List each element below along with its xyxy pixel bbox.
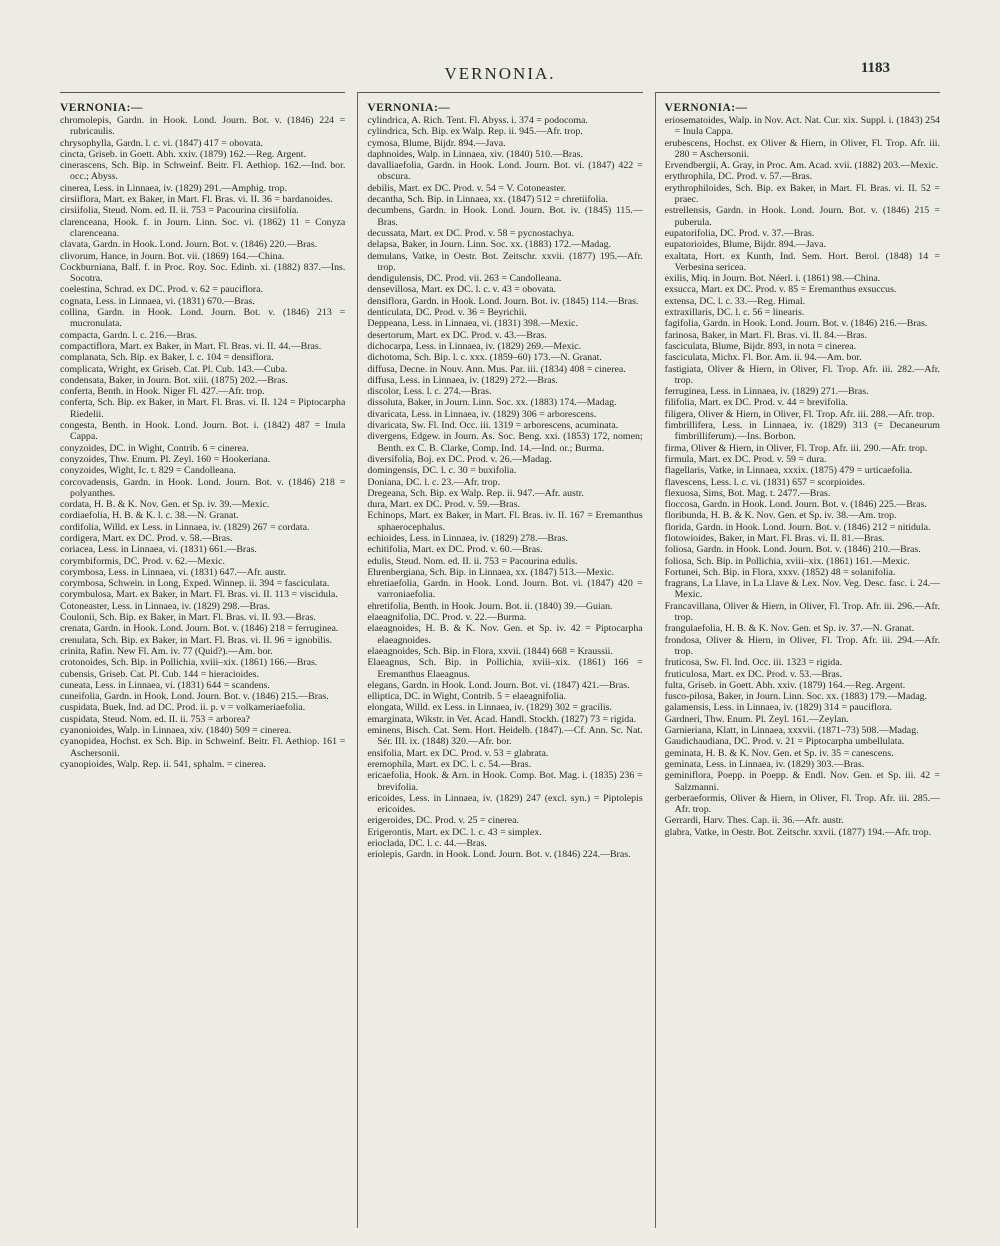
index-entry: dendigulensis, DC. Prod. vii. 263 = Candolleana. <box>367 273 562 285</box>
index-entry: cordata, H. B. & K. Nov. Gen. et Sp. iv. 39.—Mexic. <box>60 499 270 511</box>
index-entry: decussata, Mart. ex DC. Prod. v. 58 = pycnostachya. <box>367 227 575 239</box>
index-entry: ehretiaefolia, Gardn. in Hook. Lond. Journ. Bot. vi. (1847) 420 = varroniaefolia. <box>367 578 643 601</box>
index-entry: elaeagnifolia, DC. Prod. v. 22.—Burma. <box>367 612 527 624</box>
index-entry: cognata, Less. in Linnaea, vi. (1831) 670.—Bras. <box>60 295 255 307</box>
index-entry: flagellaris, Vatke, in Linnaea, xxxix. (1875) 479 = urticaefolia. <box>664 465 913 477</box>
index-entry: flotowioides, Baker, in Mart. Fl. Bras. vi. II. 81.—Bras. <box>664 532 885 544</box>
index-entry: Gardneri, Thw. Enum. Pl. Zeyl. 161.—Zeylan. <box>664 713 849 725</box>
index-entry: divaricata, Sw. Fl. Ind. Occ. iii. 1319 = arborescens, acuminata. <box>367 420 619 432</box>
index-entry: cuspidata, Steud. Nom. ed. II. ii. 753 = arborea? <box>60 713 250 725</box>
index-entry: fastigiata, Oliver & Hiern, in Oliver, Fl. Trop. Afr. iii. 282.—Afr. trop. <box>664 363 940 386</box>
index-entry: eriosematoides, Walp. in Nov. Act. Nat. Cur. xix. Suppl. i. (1843) 254 = Inula Cappa. <box>664 115 940 138</box>
index-entry: corcovadensis, Gardn. in Hook. Lond. Journ. Bot. v. (1846) 218 = polyanthes. <box>60 476 346 499</box>
index-entry: fusco-pilosa, Baker, in Journ. Linn. Soc. xx. (1883) 179.—Madag. <box>664 691 928 703</box>
index-entry: elaeagnoides, Sch. Bip. in Flora, xxvii. (1844) 668 = Kraussii. <box>367 645 613 657</box>
index-entry: conyzoides, Thw. Enum. Pl. Zeyl. 160 = Hookeriana. <box>60 453 271 465</box>
index-entry: cordifolia, Willd. ex Less. in Linnaea, iv. (1829) 267 = cordata. <box>60 521 310 533</box>
index-entry: flexuosa, Sims, Bot. Mag. t. 2477.—Bras. <box>664 487 831 499</box>
index-entry: eriolepis, Gardn. in Hook. Lond. Journ. Bot. v. (1846) 224.—Bras. <box>367 849 631 861</box>
index-entry: Erigerontis, Mart. ex DC. l. c. 43 = simplex. <box>367 826 542 838</box>
index-entry: cirsiiflora, Mart. ex Baker, in Mart. Fl. Bras. vi. II. 36 = bardanoides. <box>60 194 333 206</box>
index-entry: ensifolia, Mart. ex DC. Prod. v. 53 = glabrata. <box>367 747 549 759</box>
index-entry: eremophila, Mart. ex DC. l. c. 54.—Bras. <box>367 758 532 770</box>
index-entry: davalliaefolia, Gardn. in Hook. Lond. Journ. Bot. vi. (1847) 422 = obscura. <box>367 160 643 183</box>
index-entry: cordiaefolia, H. B. & K. l. c. 38.—N. Granat. <box>60 510 239 522</box>
index-entry: extraxillaris, DC. l. c. 56 = linearis. <box>664 307 805 319</box>
index-entry: desertorum, Mart. ex DC. Prod. v. 43.—Bras. <box>367 329 547 341</box>
index-entry: compacta, Gardn. l. c. 216.—Bras. <box>60 329 198 341</box>
index-entry: floribunda, H. B. & K. Nov. Gen. et Sp. iv. 38.—Am. trop. <box>664 510 897 522</box>
index-entry: dissoluta, Baker, in Journ. Linn. Soc. xx. (1883) 174.—Madag. <box>367 397 617 409</box>
index-entry: exsucca, Mart. ex DC. Prod. v. 85 = Eremanthus exsuccus. <box>664 284 897 296</box>
index-entry: eupatorioides, Blume, Bijdr. 894.—Java. <box>664 239 826 251</box>
index-entry: filigera, Oliver & Hiern, in Oliver, Fl. Trop. Afr. iii. 288.—Afr. trop. <box>664 408 935 420</box>
index-entry: demulans, Vatke, in Oestr. Bot. Zeitschr. xxvii. (1877) 195.—Afr. trop. <box>367 250 643 273</box>
index-entry: erythrophiloides, Sch. Bip. ex Baker, in Mart. Fl. Bras. vi. II. 52 = praec. <box>664 182 940 206</box>
index-entry: fimbrillifera, Less. in Linnaea, iv. (1829) 313 (= Decaneurum fimbrilliferum).—Ins. Borbon. <box>664 420 940 443</box>
index-entry: dichotoma, Sch. Bip. l. c. xxx. (1859–60) 173.—N. Granat. <box>367 352 602 364</box>
index-entry: clavata, Gardn. in Hook. Lond. Journ. Bot. v. (1846) 220.—Bras. <box>60 239 318 251</box>
index-entry: ehretifolia, Benth. in Hook. Journ. Bot. ii. (1840) 39.—Guian. <box>367 600 613 612</box>
index-entry: diversifolia, Boj. ex DC. Prod. v. 26.—Madag. <box>367 453 552 465</box>
index-entry: elaeagnoides, H. B. & K. Nov. Gen. et Sp. iv. 42 = Piptocarpha elaeagnoides. <box>367 623 643 646</box>
index-entry: estrellensis, Gardn. in Hook. Lond. Journ. Bot. v. (1846) 215 = puberula. <box>664 205 940 228</box>
index-entry: edulis, Steud. Nom. ed. II. ii. 753 = Pacourina edulis. <box>367 555 578 567</box>
index-entry: frondosa, Oliver & Hiern, in Oliver, Fl. Trop. Afr. iii. 294.—Afr. trop. <box>664 634 940 657</box>
index-entry: collina, Gardn. in Hook. Lond. Journ. Bot. v. (1846) 213 = mucronulata. <box>60 307 346 330</box>
index-entry: gerberaeformis, Oliver & Hiern, in Oliver, Fl. Trop. Afr. iii. 285.—Afr. trop. <box>664 792 940 816</box>
index-entry: crotonoides, Sch. Bip. in Pollichia, xviii–xix. (1861) 166.—Bras. <box>60 657 318 669</box>
index-entry: Garnieriana, Klatt, in Linnaea, xxxvii. (1871–73) 508.—Madag. <box>664 725 919 737</box>
index-entry: cinerascens, Sch. Bip. in Schweinf. Beitr. Fl. Aethiop. 162.—Ind. bor. occ.; Abyss. <box>60 160 346 183</box>
index-entry: Deppeana, Less. in Linnaea, vi. (1831) 398.—Mexic. <box>367 318 578 330</box>
index-entry: ferruginea, Less. in Linnaea, iv. (1829) 271.—Bras. <box>664 386 869 398</box>
index-entry: clivorum, Hance, in Journ. Bot. vii. (1869) 164.—China. <box>60 250 285 262</box>
column-3 <box>655 92 940 1228</box>
index-entry: debilis, Mart. ex DC. Prod. v. 54 = V. Cotoneaster. <box>367 182 567 194</box>
index-entry: cymosa, Blume, Bijdr. 894.—Java. <box>367 137 506 149</box>
index-entry: discolor, Less. l. c. 274.—Bras. <box>367 386 492 398</box>
index-entry: cubensis, Griseb. Cat. Pl. Cub. 144 = hieracioides. <box>60 668 259 680</box>
index-entry: Dregeana, Sch. Bip. ex Walp. Rep. ii. 947.—Afr. austr. <box>367 487 584 499</box>
index-entry: diffusa, Less. in Linnaea, iv. (1829) 272.—Bras. <box>367 374 558 386</box>
index-entry: compactiflora, Mart. ex Baker, in Mart. Fl. Bras. vi. II. 44.—Bras. <box>60 340 322 352</box>
index-entry: Doniana, DC. l. c. 23.—Afr. trop. <box>367 476 501 488</box>
index-entry: cinerea, Less. in Linnaea, iv. (1829) 291.—Amphig. trop. <box>60 182 287 194</box>
index-entry: florida, Gardn. in Hook. Lond. Journ. Bot. v. (1846) 212 = nitidula. <box>664 521 931 533</box>
index-entry: cuneifolia, Gardn. in Hook. Lond. Journ. Bot. v. (1846) 215.—Bras. <box>60 691 329 703</box>
index-entry: cyanonioides, Walp. in Linnaea, xiv. (1840) 509 = cinerea. <box>60 725 292 737</box>
column-1 <box>60 92 345 1228</box>
index-entry: cylindrica, Sch. Bip. ex Walp. Rep. ii. 945.—Afr. trop. <box>367 126 583 138</box>
index-entry: divaricata, Less. in Linnaea, iv. (1829) 306 = arborescens. <box>367 408 597 420</box>
index-entry: delapsa, Baker, in Journ. Linn. Soc. xx. (1883) 172.—Madag. <box>367 239 612 251</box>
index-entry: fragrans, La Llave, in La Llave & Lex. Nov. Veg. Desc. fasc. i. 24.—Mexic. <box>664 578 940 601</box>
index-entry: Ehrenbergiana, Sch. Bip. in Linnaea, xx. (1847) 513.—Mexic. <box>367 566 614 578</box>
index-entry: erigeroides, DC. Prod. v. 25 = cinerea. <box>367 815 519 827</box>
index-entry: elliptica, DC. in Wight, Contrib. 5 = elaeagnifolia. <box>367 691 566 703</box>
index-entry: fagifolia, Gardn. in Hook. Lond. Journ. Bot. v. (1846) 216.—Bras. <box>664 318 928 330</box>
index-entry: ericaefolia, Hook. & Arn. in Hook. Comp. Bot. Mag. i. (1835) 236 = brevifolia. <box>367 770 643 793</box>
index-entry: decumbens, Gardn. in Hook. Lond. Journ. Bot. iv. (1845) 115.—Bras. <box>367 205 643 228</box>
index-entry: Cockburniana, Balf. f. in Proc. Roy. Soc. Edinb. xi. (1882) 837.—Ins. Socotra. <box>60 261 346 285</box>
index-entry: fruticosa, Sw. Fl. Ind. Occ. iii. 1323 = rigida. <box>664 657 843 669</box>
index-entry: erubescens, Hochst. ex Oliver & Hiern, in Oliver, Fl. Trop. Afr. iii. 280 = Aschersonii. <box>664 137 940 160</box>
index-entry: elongata, Willd. ex Less. in Linnaea, iv. (1829) 302 = gracilis. <box>367 702 612 714</box>
index-entry: fruticulosa, Mart. ex DC. Prod. v. 53.—Bras. <box>664 668 843 680</box>
index-entry: densevillosa, Mart. ex DC. l. c. v. 43 = obovata. <box>367 284 557 296</box>
index-entry: conyzoides, DC. in Wight, Contrib. 6 = cinerea. <box>60 442 249 454</box>
index-entry: galamensis, Less. in Linnaea, iv. (1829) 314 = pauciflora. <box>664 702 892 714</box>
index-entry: filifolia, Mart. ex DC. Prod. v. 44 = brevifolia. <box>664 397 848 409</box>
index-entry: erythrophila, DC. Prod. v. 57.—Bras. <box>664 171 813 183</box>
index-entry: Coulonii, Sch. Bip. ex Baker, in Mart. Fl. Bras. vi. II. 93.—Bras. <box>60 612 316 624</box>
index-entry: Francavillana, Oliver & Hiern, in Oliver, Fl. Trop. Afr. iii. 296.—Afr. trop. <box>664 600 940 624</box>
index-entry: divergens, Edgew. in Journ. As. Soc. Beng. xxi. (1853) 172, nomen; Benth. ex C. B. Clarke, Comp. Ind. 14.—Ind. or.; Burma. <box>367 431 643 454</box>
index-entry: Gerrardi, Harv. Thes. Cap. ii. 36.—Afr. austr. <box>664 815 844 827</box>
index-entry: cordigera, Mart. ex DC. Prod. v. 58.—Bras. <box>60 532 233 544</box>
index-entry: fulta, Griseb. in Goett. Abh. xxiv. (1879) 164.—Reg. Argent. <box>664 679 906 691</box>
column-heading: VERNONIA:— <box>664 102 748 114</box>
index-entry: chrysophylla, Gardn. l. c. vi. (1847) 417 = obovata. <box>60 137 264 149</box>
index-entry: foliosa, Gardn. in Hook. Lond. Journ. Bot. v. (1846) 210.—Bras. <box>664 544 921 556</box>
index-entry: fasciculata, Blume, Bijdr. 893, in nota = cinerea. <box>664 340 857 352</box>
index-entry: Gaudichaudiana, DC. Prod. v. 21 = Piptocarpha umbellulata. <box>664 736 905 748</box>
index-entry: cirsiifolia, Steud. Nom. ed. II. ii. 753 = Pacourina cirsiifolia. <box>60 205 299 217</box>
index-entry: crenata, Gardn. in Hook. Lond. Journ. Bot. v. (1846) 218 = ferruginea. <box>60 623 339 635</box>
page-title: VERNONIA. <box>444 64 556 83</box>
index-entry: conferta, Benth. in Hook. Niger Fl. 427.—Afr. trop. <box>60 386 265 398</box>
index-entry: condensata, Baker, in Journ. Bot. xiii. (1875) 202.—Bras. <box>60 374 288 386</box>
index-entry: glabra, Vatke, in Oestr. Bot. Zeitschr. xxvii. (1877) 194.—Afr. trop. <box>664 826 932 838</box>
index-entry: erioclada, DC. l. c. 44.—Bras. <box>367 838 487 849</box>
index-entry: coelestina, Schrad. ex DC. Prod. v. 62 = pauciflora. <box>60 284 263 296</box>
index-entry: fasciculata, Michx. Fl. Bor. Am. ii. 94.—Am. bor. <box>664 352 862 364</box>
index-entry: domingensis, DC. l. c. 30 = buxifolia. <box>367 465 517 477</box>
index-entry: densiflora, Gardn. in Hook. Lond. Journ. Bot. iv. (1845) 114.—Bras. <box>367 295 639 307</box>
index-entry: cylindrica, A. Rich. Tent. Fl. Abyss. i. 374 = podocoma. <box>367 115 588 126</box>
index-entry: chromolepis, Gardn. in Hook. Lond. Journ. Bot. v. (1846) 224 = rubricaulis. <box>60 115 346 138</box>
index-entry: cuneata, Less. in Linnaea, vi. (1831) 644 = scandens. <box>60 679 270 691</box>
index-entry: crenulata, Sch. Bip. ex Baker, in Mart. Fl. Bras. vi. II. 96 = ignobilis. <box>60 634 333 646</box>
index-entry: denticulata, DC. Prod. v. 36 = Beyrichii. <box>367 307 527 319</box>
index-entry: dura, Mart. ex DC. Prod. v. 59.—Bras. <box>367 499 521 511</box>
index-entry: cyanopidea, Hochst. ex Sch. Bip. in Schweinf. Beitr. Fl. Aethiop. 161 = Aschersonii. <box>60 736 346 759</box>
index-entry: elegans, Gardn. in Hook. Lond. Journ. Bot. vi. (1847) 421.—Bras. <box>367 679 630 691</box>
index-entry: foliosa, Sch. Bip. in Pollichia, xviii–xix. (1861) 161.—Mexic. <box>664 555 910 567</box>
index-entry: echitifolia, Mart. ex DC. Prod. v. 60.—Bras. <box>367 544 543 556</box>
index-entry: conferta, Sch. Bip. ex Baker, in Mart. Fl. Bras. vi. II. 124 = Piptocarpha Riedelii. <box>60 397 346 420</box>
index-entry: corymbulosa, Mart. ex Baker, in Mart. Fl. Bras. vi. II. 113 = viscidula. <box>60 589 338 601</box>
index-entry: emarginata, Wikstr. in Vet. Acad. Handl. Stockh. (1827) 73 = rigida. <box>367 713 637 725</box>
index-entry: eminens, Bisch. Cat. Sem. Hort. Heidelb. (1847).—Cf. Ann. Sc. Nat. Sér. III. ix. (1848) 320.—Afr. bor. <box>367 725 643 748</box>
index-entry: Echinops, Mart. ex Baker, in Mart. Fl. Bras. iv. II. 167 = Eremanthus sphaerocephalus. <box>367 510 643 533</box>
index-entry: farinosa, Baker, in Mart. Fl. Bras. vi. II. 84.—Bras. <box>664 329 867 341</box>
index-entry: frangulaefolia, H. B. & K. Nov. Gen. et Sp. iv. 37.—N. Granat. <box>664 623 915 635</box>
column-heading: VERNONIA:— <box>60 102 143 114</box>
index-entry: firma, Oliver & Hiern, in Oliver, Fl. Trop. Afr. iii. 290.—Afr. trop. <box>664 442 928 454</box>
index-entry: diffusa, Decne. in Nouv. Ann. Mus. Par. iii. (1834) 408 = cinerea. <box>367 363 626 375</box>
index-columns <box>60 92 940 1228</box>
column-2 <box>357 92 642 1228</box>
index-entry: complicata, Wright, ex Griseb. Cat. Pl. Cub. 143.—Cuba. <box>60 363 288 375</box>
index-entry: complanata, Sch. Bip. ex Baker, l. c. 104 = densiflora. <box>60 352 274 364</box>
index-entry: exilis, Miq. in Journ. Bot. Néerl. i. (1861) 98.—China. <box>664 273 881 285</box>
page-number: 1183 <box>860 60 890 76</box>
index-entry: corymbosa, Schwein. in Long, Exped. Winnep. ii. 394 = fasciculata. <box>60 578 330 590</box>
index-entry: decantha, Sch. Bip. in Linnaea, xx. (1847) 512 = chretiifolia. <box>367 194 608 206</box>
index-entry: cincta, Griseb. in Goett. Abh. xxiv. (1879) 162.—Reg. Argent. <box>60 148 307 160</box>
index-entry: cuspidata, Buek, Ind. ad DC. Prod. ii. p. v = volkameriaefolia. <box>60 702 306 714</box>
index-entry: coriacea, Less. in Linnaea, vi. (1831) 661.—Bras. <box>60 544 257 556</box>
index-entry: firmula, Mart. ex DC. Prod. v. 59 = dura. <box>664 453 827 465</box>
index-entry: cyanopioides, Walp. Rep. ii. 541, sphalm. = cinerea. <box>60 758 266 770</box>
index-entry: daphnoides, Walp. in Linnaea, xiv. (1840) 510.—Bras. <box>367 148 583 160</box>
column-heading: VERNONIA:— <box>367 102 451 114</box>
index-entry: ericoides, Less. in Linnaea, iv. (1829) 247 (excl. syn.) = Piptolepis ericoides. <box>367 792 643 816</box>
index-entry: corymbosa, Less. in Linnaea, vi. (1831) 647.—Afr. austr. <box>60 566 286 578</box>
index-entry: conyzoides, Wight, Ic. t. 829 = Candolleana. <box>60 465 236 477</box>
index-entry: Ervendbergii, A. Gray, in Proc. Am. Acad. xvii. (1882) 203.—Mexic. <box>664 160 939 172</box>
index-entry: corymbiformis, DC. Prod. v. 62.—Mexic. <box>60 555 226 567</box>
index-entry: echioides, Less. in Linnaea, iv. (1829) 278.—Bras. <box>367 532 568 544</box>
running-head <box>0 60 1000 88</box>
index-entry: geminiflora, Poepp. in Poepp. & Endl. Nov. Gen. et Sp. iii. 42 = Salzmanni. <box>664 770 940 793</box>
index-entry: extensa, DC. l. c. 33.—Reg. Himal. <box>664 295 806 307</box>
index-entry: Elaeagnus, Sch. Bip. in Pollichia, xviii–xix. (1861) 166 = Eremanthus Elaeagnus. <box>367 657 643 680</box>
index-entry: clarenceana, Hook. f. in Journ. Linn. Soc. vi. (1862) 11 = Conyza clarenceana. <box>60 216 346 239</box>
index-entry: congesta, Benth. in Hook. Lond. Journ. Bot. i. (1842) 487 = Inula Cappa. <box>60 420 346 443</box>
index-entry: geminata, H. B. & K. Nov. Gen. et Sp. iv. 35 = canescens. <box>664 747 894 759</box>
index-entry: Cotoneaster, Less. in Linnaea, iv. (1829) 298.—Bras. <box>60 600 271 612</box>
index-entry: flavescens, Less. l. c. vi. (1831) 657 = scorpioides. <box>664 476 865 488</box>
index-entry: exaltata, Hort. ex Kunth, Ind. Sem. Hort. Berol. (1848) 14 = Verbesina sericea. <box>664 250 940 273</box>
index-entry: crinita, Rafin. New Fl. Am. iv. 77 (Quid?).—Am. bor. <box>60 645 273 657</box>
index-entry: dichocarpa, Less. in Linnaea, iv. (1829) 269.—Mexic. <box>367 340 582 352</box>
index-entry: floccosa, Gardn. in Hook. Lond. Journ. Bot. v. (1846) 225.—Bras. <box>664 499 927 511</box>
index-entry: geminata, Less. in Linnaea, iv. (1829) 303.—Bras. <box>664 758 865 770</box>
index-entry: Fortunei, Sch. Bip. in Flora, xxxv. (1852) 48 = solanifolia. <box>664 566 896 578</box>
index-entry: eupatorifolia, DC. Prod. v. 37.—Bras. <box>664 227 815 239</box>
